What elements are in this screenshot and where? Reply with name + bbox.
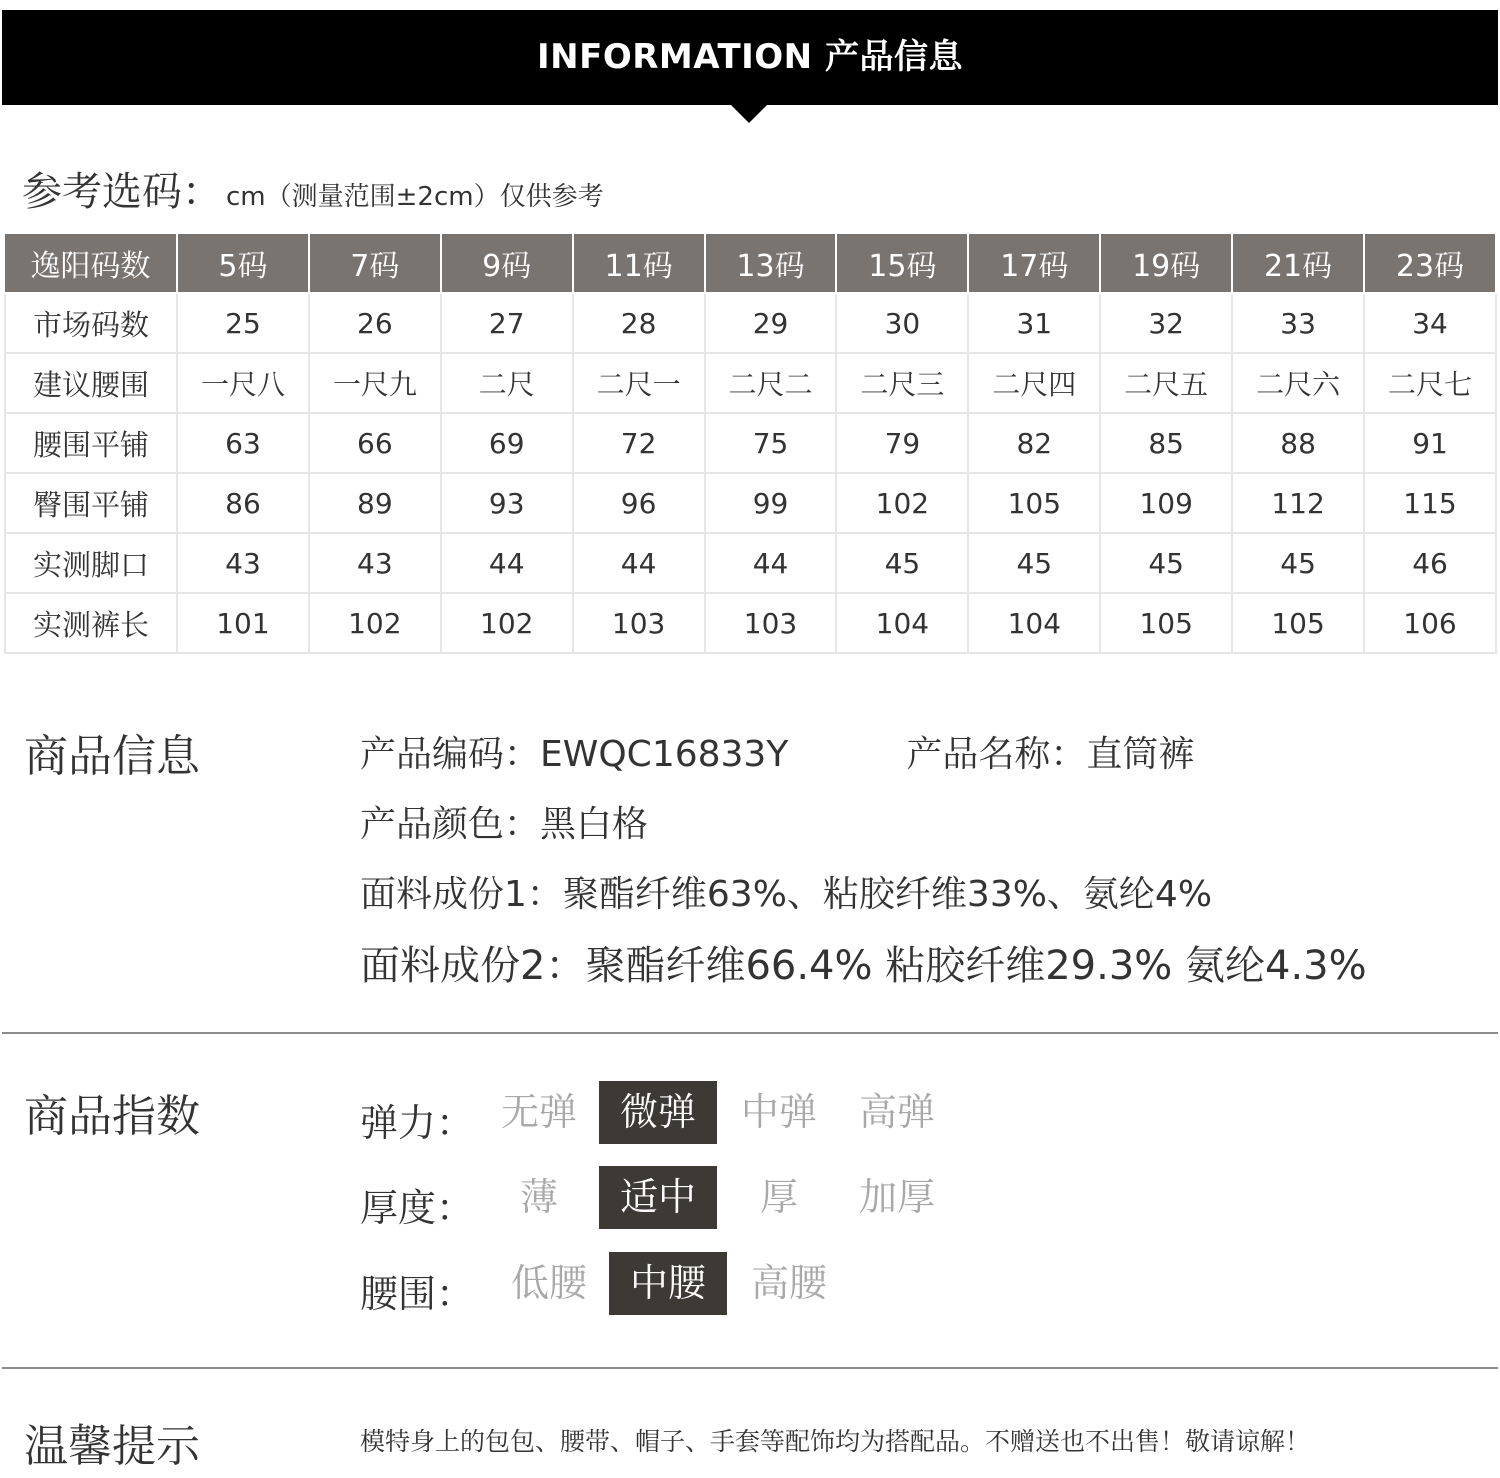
waist-option: 低腰 [510, 1261, 587, 1305]
table-cell: 115 [1364, 473, 1496, 533]
size-header-cell: 11码 [573, 233, 705, 293]
elasticity-option: 无弹 [500, 1090, 577, 1134]
table-cell: 二尺六 [1232, 353, 1364, 413]
thickness-option: 厚 [759, 1175, 798, 1219]
table-cell: 26 [309, 293, 441, 353]
table-cell: 93 [441, 473, 573, 533]
table-cell: 105 [968, 473, 1100, 533]
product-name: 产品名称：直筒裤 [906, 734, 1195, 775]
product-fabric-2: 面料成份2：聚酯纤维66.4% 粘胶纤维29.3% 氨纶4.3% [360, 943, 1367, 989]
table-cell: 44 [705, 533, 837, 593]
table-cell: 28 [573, 293, 705, 353]
size-header-cell: 19码 [1100, 233, 1232, 293]
size-header-cell: 9码 [441, 233, 573, 293]
size-header-cell: 13码 [705, 233, 837, 293]
table-row [5, 533, 1496, 593]
table-cell: 72 [573, 413, 705, 473]
elasticity-option-selected: 微弹 [599, 1081, 717, 1144]
table-cell: 32 [1100, 293, 1232, 353]
table-cell: 96 [573, 473, 705, 533]
table-row [5, 293, 1496, 353]
table-cell: 103 [705, 593, 837, 653]
thickness-label: 厚度： [360, 1186, 475, 1230]
table-cell: 63 [177, 413, 309, 473]
size-table-header-row [5, 233, 1496, 293]
table-cell: 一尺八 [177, 353, 309, 413]
table-cell: 79 [836, 413, 968, 473]
tips-title: 温馨提示 [24, 1421, 200, 1472]
product-code: 产品编码：EWQC16833Y [360, 734, 789, 775]
thickness-option-selected: 适中 [599, 1166, 717, 1229]
table-cell: 112 [1232, 473, 1364, 533]
row-label: 实测裤长 [5, 593, 177, 653]
thickness-option: 薄 [519, 1175, 558, 1219]
table-cell: 102 [836, 473, 968, 533]
table-cell: 45 [836, 533, 968, 593]
size-header-cell: 21码 [1232, 233, 1364, 293]
table-cell: 69 [441, 413, 573, 473]
table-cell: 45 [968, 533, 1100, 593]
size-header-cell: 5码 [177, 233, 309, 293]
table-cell: 二尺二 [705, 353, 837, 413]
size-reference-note: cm（测量范围±2cm）仅供参考 [226, 182, 604, 212]
table-cell: 34 [1364, 293, 1496, 353]
product-code-and-name [360, 726, 1194, 777]
waist-option-selected: 中腰 [609, 1252, 727, 1315]
table-cell: 二尺五 [1100, 353, 1232, 413]
table-cell: 85 [1100, 413, 1232, 473]
size-header-cell: 15码 [836, 233, 968, 293]
table-cell: 104 [968, 593, 1100, 653]
table-cell: 25 [177, 293, 309, 353]
table-cell: 31 [968, 293, 1100, 353]
product-color: 产品颜色：黑白格 [360, 804, 649, 845]
product-index-title: 商品指数 [24, 1091, 200, 1142]
size-reference-heading [22, 160, 604, 217]
table-cell: 66 [309, 413, 441, 473]
table-cell: 33 [1232, 293, 1364, 353]
table-cell: 102 [309, 593, 441, 653]
table-cell: 104 [836, 593, 968, 653]
table-cell: 46 [1364, 533, 1496, 593]
table-cell: 101 [177, 593, 309, 653]
table-cell: 91 [1364, 413, 1496, 473]
product-info-title: 商品信息 [24, 731, 200, 782]
table-cell: 29 [705, 293, 837, 353]
product-fabric-1: 面料成份1：聚酯纤维63%、粘胶纤维33%、氨纶4% [360, 874, 1213, 915]
size-header-cell: 23码 [1364, 233, 1496, 293]
table-cell: 44 [573, 533, 705, 593]
row-label: 市场码数 [5, 293, 177, 353]
table-cell: 103 [573, 593, 705, 653]
table-cell: 82 [968, 413, 1100, 473]
thickness-option: 加厚 [858, 1175, 935, 1219]
table-cell: 43 [309, 533, 441, 593]
size-table-corner: 逸阳码数 [5, 233, 177, 293]
table-row [5, 353, 1496, 413]
table-cell: 75 [705, 413, 837, 473]
table-cell: 106 [1364, 593, 1496, 653]
elasticity-label: 弹力： [360, 1101, 475, 1145]
waist-option: 高腰 [750, 1261, 827, 1305]
table-cell: 一尺九 [309, 353, 441, 413]
size-header-cell: 17码 [968, 233, 1100, 293]
table-cell: 45 [1232, 533, 1364, 593]
table-cell: 二尺七 [1364, 353, 1496, 413]
waist-label: 腰围： [360, 1272, 475, 1316]
table-cell: 86 [177, 473, 309, 533]
row-label: 建议腰围 [5, 353, 177, 413]
table-row [5, 473, 1496, 533]
tips-text: 模特身上的包包、腰带、帽子、手套等配饰均为搭配品。不赠送也不出售！敬请谅解！ [360, 1427, 1311, 1456]
banner-notch [731, 105, 767, 123]
table-cell: 二尺一 [573, 353, 705, 413]
table-cell: 43 [177, 533, 309, 593]
table-cell: 45 [1100, 533, 1232, 593]
table-cell: 二尺三 [836, 353, 968, 413]
table-cell: 102 [441, 593, 573, 653]
table-cell: 105 [1100, 593, 1232, 653]
table-cell: 89 [309, 473, 441, 533]
size-header-cell: 7码 [309, 233, 441, 293]
table-cell: 109 [1100, 473, 1232, 533]
row-label: 臀围平铺 [5, 473, 177, 533]
table-cell: 二尺四 [968, 353, 1100, 413]
table-cell: 30 [836, 293, 968, 353]
size-reference-title: 参考选码： [22, 169, 222, 215]
table-row [5, 413, 1496, 473]
row-label: 腰围平铺 [5, 413, 177, 473]
table-cell: 二尺 [441, 353, 573, 413]
elasticity-option: 高弹 [858, 1090, 935, 1134]
divider [2, 1032, 1498, 1034]
divider [2, 1367, 1498, 1369]
elasticity-option: 中弹 [740, 1090, 817, 1134]
table-cell: 99 [705, 473, 837, 533]
table-cell: 27 [441, 293, 573, 353]
table-cell: 88 [1232, 413, 1364, 473]
size-table [4, 232, 1497, 654]
table-cell: 105 [1232, 593, 1364, 653]
row-label: 实测脚口 [5, 533, 177, 593]
table-cell: 44 [441, 533, 573, 593]
banner-title: INFORMATION 产品信息 [2, 10, 1498, 105]
table-row [5, 593, 1496, 653]
